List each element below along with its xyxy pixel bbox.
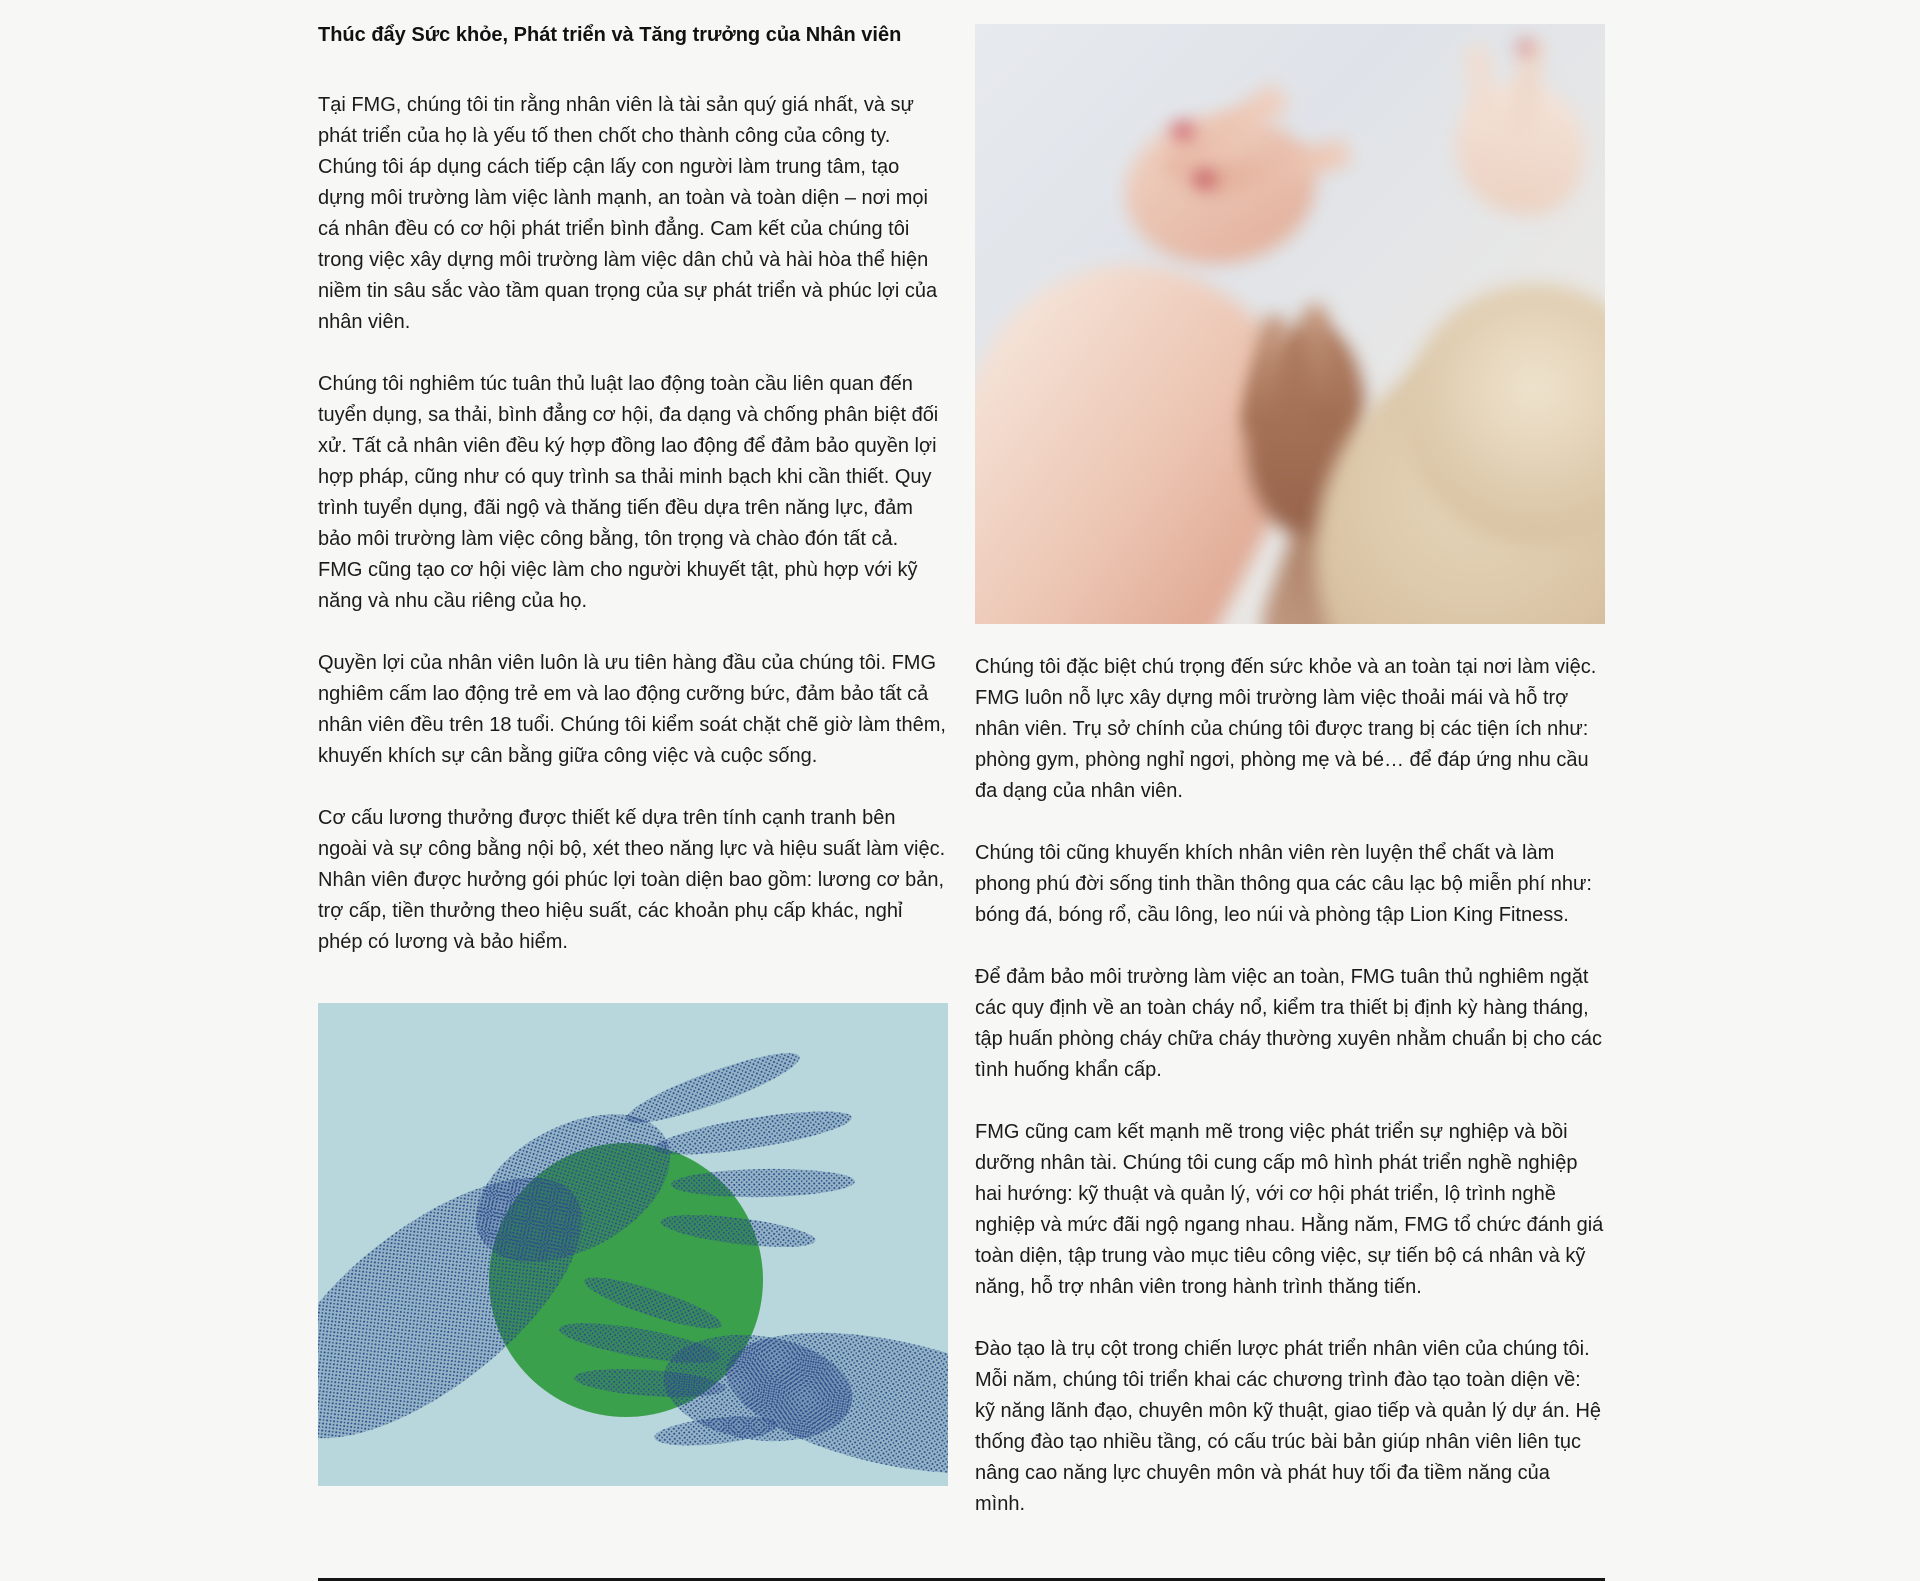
hands-globe-illustration [318,1003,948,1486]
paragraph-career-development: FMG cũng cam kết mạnh mẽ trong việc phát triển sự nghiệp và bồi dưỡng nhân tài. Chúng tôi cung cấp mô hình phát triển nghề nghiệp hai hướng: kỹ thuật và quản lý, với cơ hội phát triển, lộ trình nghề nghiệp và mức đãi ngộ ngang nhau. Hằng năm, FMG tổ chức đánh giá toàn diện, tập trung vào mục tiêu công việc, sự tiến bộ cá nhân và kỹ năng, hỗ trợ nhân viên trong hành trình thăng tiến. [975,1121,1604,1298]
photo-red-nail-1 [1172,124,1194,138]
right-column [975,20,1605,1551]
raised-hands-photo [975,24,1605,624]
paragraph-fire-safety: Để đảm bảo môi trường làm việc an toàn, FMG tuân thủ nghiêm ngặt các quy định về an toàn cháy nổ, kiểm tra thiết bị định kỳ hàng tháng, tập huấn phòng cháy chữa cháy thường xuyên nhằm chuẩn bị cho các tình huống khẩn cấp. [975,966,1602,1081]
paragraph-employee-rights: Quyền lợi của nhân viên luôn là ưu tiên hàng đầu của chúng tôi. FMG nghiêm cấm lao động trẻ em và lao động cưỡng bức, đảm bảo tất cả nhân viên đều trên 18 tuổi. Chúng tôi kiểm soát chặt chẽ giờ làm thêm, khuyến khích sự cân bằng giữa công việc và cuộc sống. [318,652,946,767]
paragraph-training: Đào tạo là trụ cột trong chiến lược phát triển nhân viên của chúng tôi. Mỗi năm, chúng tôi triển khai các chương trình đào tạo toàn diện về: kỹ năng lãnh đạo, chuyên môn kỹ thuật, giao tiếp và quản lý dự án. Hệ thống đào tạo nhiều tầng, có cấu trúc bài bản giúp nhân viên liên tục nâng cao năng lực chuyên môn và phát huy tối đa tiềm năng của mình. [975,1338,1602,1515]
hands-globe-illustration-svg [318,1003,948,1486]
paragraph-labor-law: Chúng tôi nghiêm túc tuân thủ luật lao động toàn cầu liên quan đến tuyển dụng, sa thải, bình đẳng cơ hội, đa dạng và chống phân biệt đối xử. Tất cả nhân viên đều ký hợp đồng lao động để đảm bảo quyền lợi hợp pháp, cũng như có quy trình sa thải minh bạch khi cần thiết. Quy trình tuyển dụng, đãi ngộ và thăng tiến đều dựa trên năng lực, đảm bảo môi trường làm việc công bằng, tôn trọng và chào đón tất cả. FMG cũng tạo cơ hội việc làm cho người khuyết tật, phù hợp với kỹ năng và nhu cầu riêng của họ. [318,373,939,612]
photo-right-red-nail [1518,42,1532,52]
photo-red-nail-2 [1193,172,1215,186]
paragraph-people-first: Tại FMG, chúng tôi tin rằng nhân viên là tài sản quý giá nhất, và sự phát triển của họ là yếu tố then chốt cho thành công của công ty. Chúng tôi áp dụng cách tiếp cận lấy con người làm trung tâm, tạo dựng môi trường làm việc lành mạnh, an toàn và toàn diện – nơi mọi cá nhân đều có cơ hội phát triển bình đẳng. Cam kết của chúng tôi trong việc xây dựng môi trường làm việc dân chủ và hài hòa thể hiện niềm tin sâu sắc vào tầm quan trọng của sự phát triển và phúc lợi của nhân viên. [318,94,938,333]
paragraph-clubs: Chúng tôi cũng khuyến khích nhân viên rèn luyện thể chất và làm phong phú đời sống tinh thần thông qua các câu lạc bộ miễn phí như: bóng đá, bóng rổ, cầu lông, leo núi và phòng tập Lion King Fitness. [975,842,1592,926]
paragraph-compensation: Cơ cấu lương thưởng được thiết kế dựa trên tính cạnh tranh bên ngoài và sự công bằng nội bộ, xét theo năng lực và hiệu suất làm việc. Nhân viên được hưởng gói phúc lợi toàn diện bao gồm: lương cơ bản, trợ cấp, tiền thưởng theo hiệu suất, các khoản phụ cấp khác, nghỉ phép có lương và bảo hiểm. [318,807,946,953]
article-heading: Thúc đẩy Sức khỏe, Phát triển và Tăng trưởng của Nhân viên [318,24,902,46]
paragraph-health-safety: Chúng tôi đặc biệt chú trọng đến sức khỏe và an toàn tại nơi làm việc. FMG luôn nỗ lực xây dựng môi trường làm việc thoải mái và hỗ trợ nhân viên. Trụ sở chính của chúng tôi được trang bị các tiện ích như: phòng gym, phòng nghỉ ngơi, phòng mẹ và bé… để đáp ứng nhu cầu đa dạng của nhân viên. [975,656,1597,802]
left-column [318,20,948,1551]
